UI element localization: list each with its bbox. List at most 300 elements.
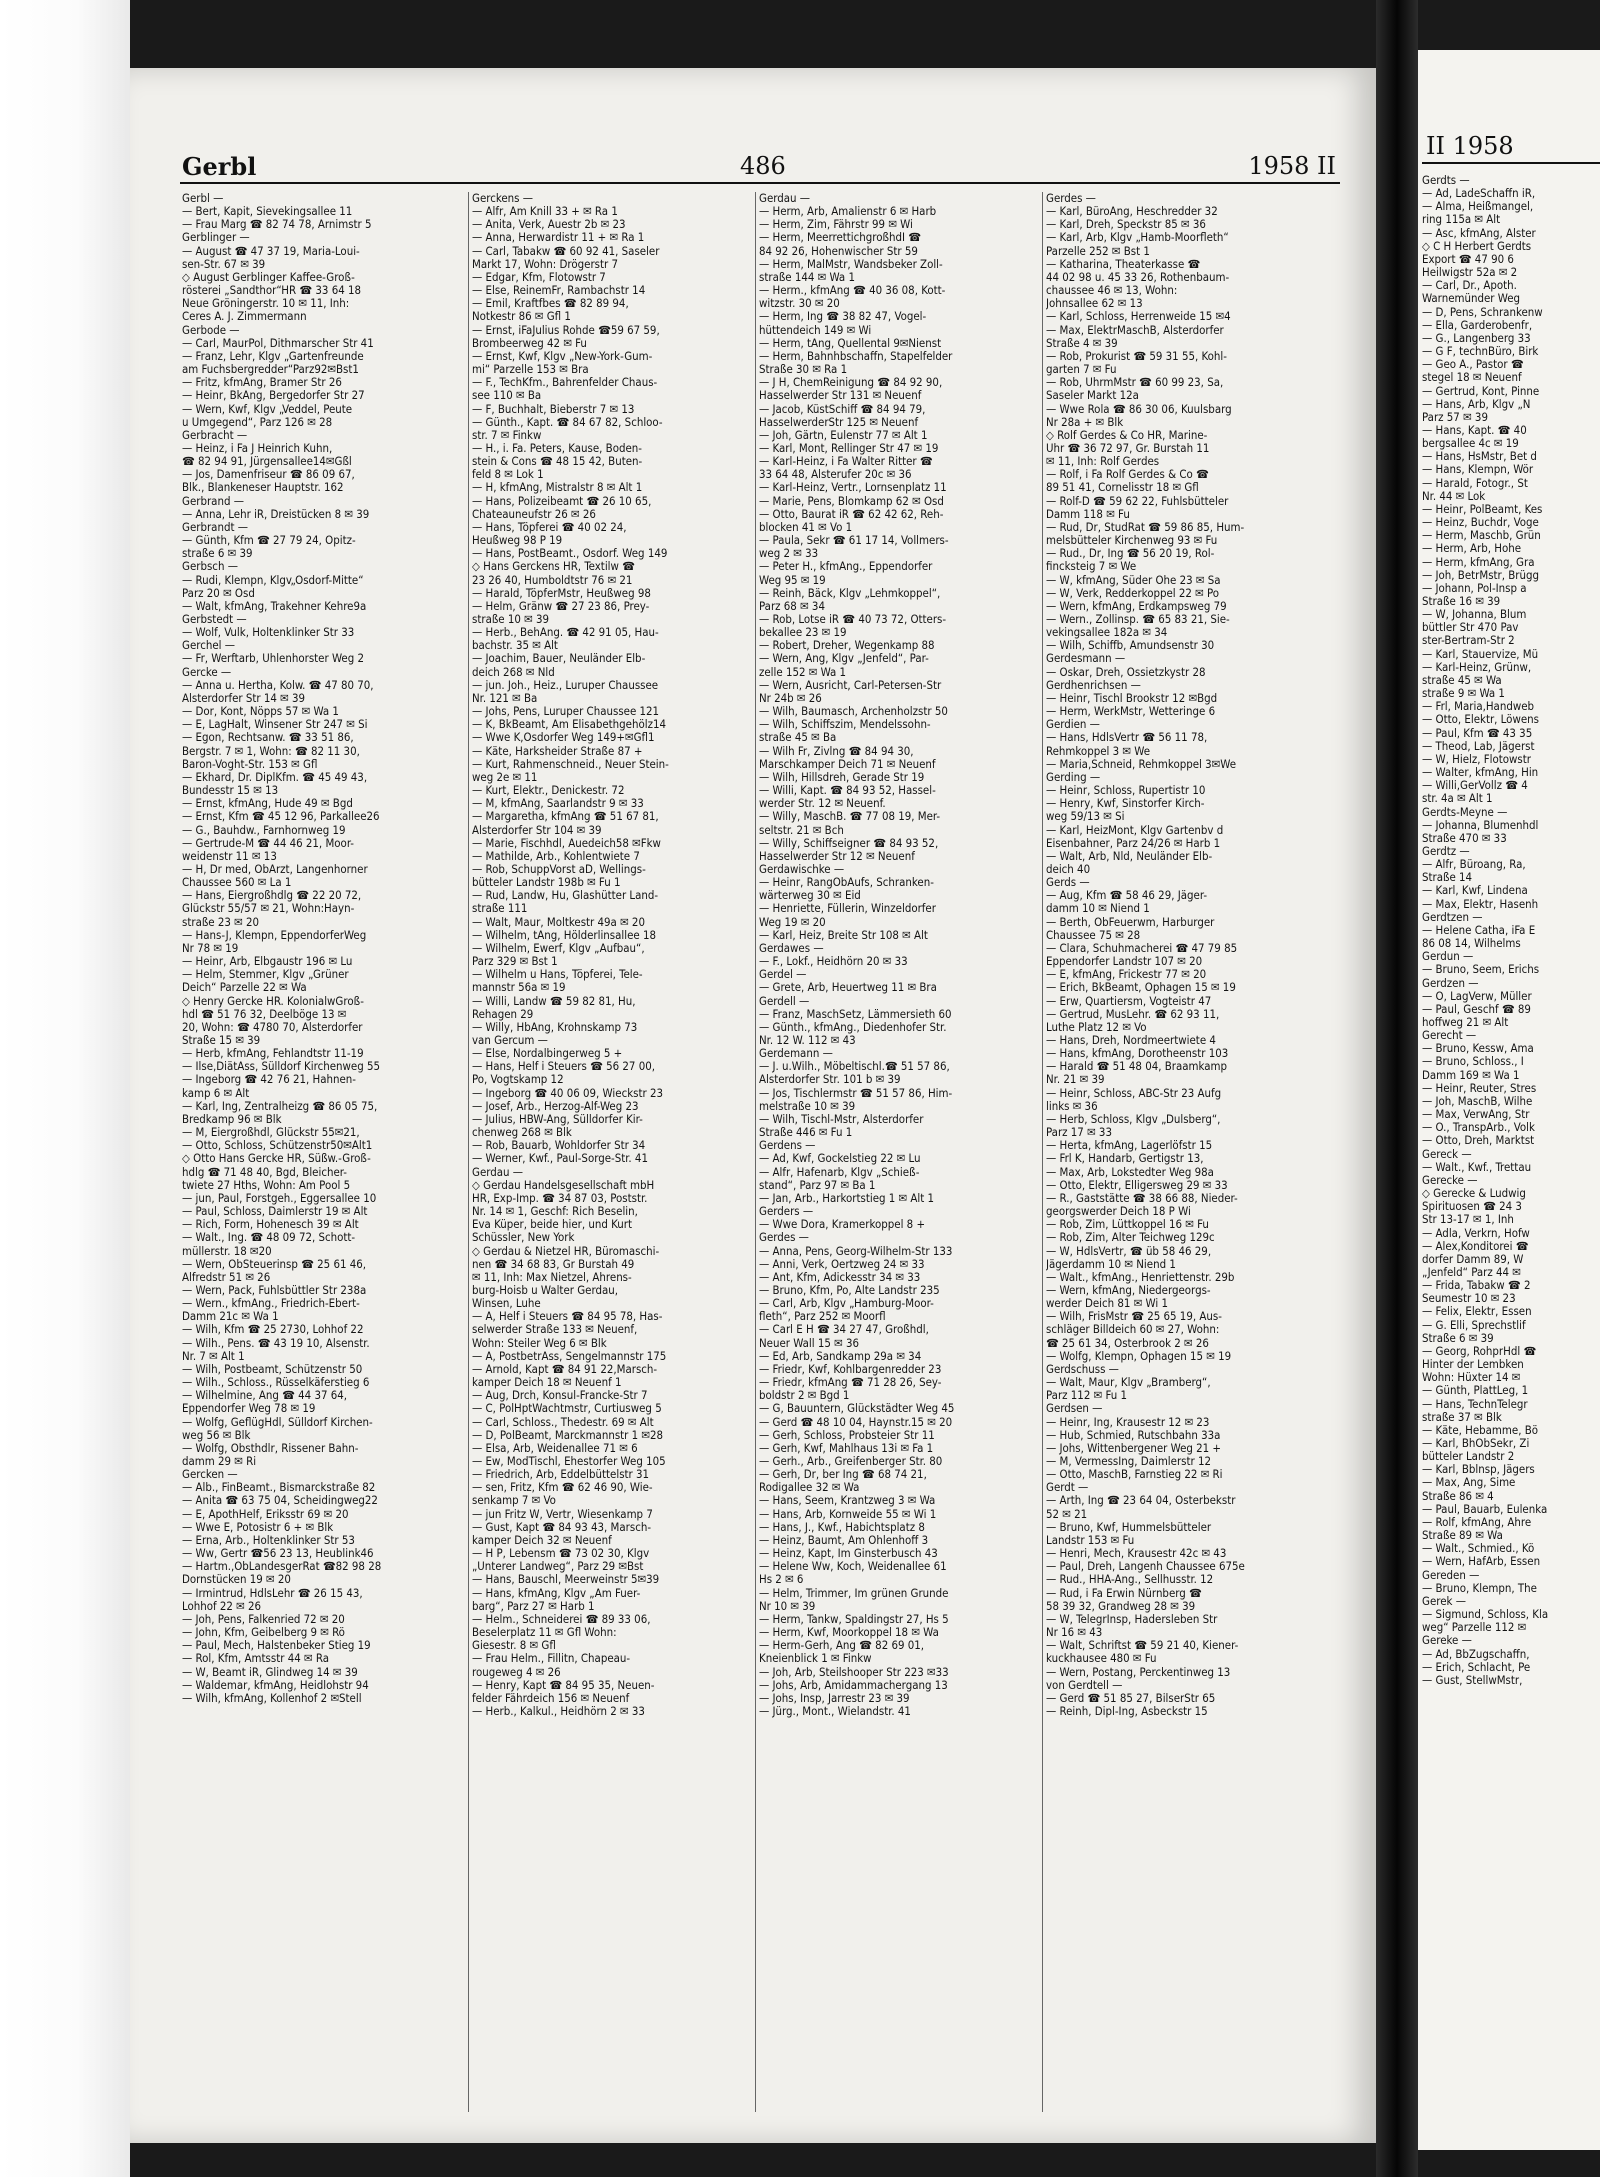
directory-entry-line: — Rud, i Fa Erwin Nürnberg ☎ [1046,1586,1202,1600]
directory-entry-line: Gerdell — [759,994,810,1008]
directory-entry-line: — Wern., Zollinsp. ☎ 65 83 21, Sie- [1046,613,1230,626]
directory-entry-line: — M, VermessIng, Daimlerstr 12 [1046,1455,1212,1468]
directory-entry-line: Gerchel — [182,639,235,653]
directory-entry-line: — H, Dr med, ObArzt, Langenhorner [182,862,368,876]
directory-entry-line: — Wilh, Schiffb, Amundsenstr 30 [1046,639,1215,653]
directory-entry-line: ◇ Gerecke & Ludwig [1422,1187,1526,1201]
directory-entry-line: hoffweg 21 ✉ Alt [1422,1016,1509,1029]
directory-entry-line: — Heinr, Ing, Krausestr 12 ✉ 23 [1046,1415,1210,1429]
directory-entry-line: Gerdawischke — [759,862,845,876]
directory-entry-line: — Herm, Zim, Fährstr 99 ✉ Wi [759,218,913,232]
directory-entry-line: Gerdzen — [1422,976,1479,990]
directory-entry-line: Nr. 44 ✉ Lok [1422,489,1486,503]
directory-entry-line: straße 45 ✉ Wa [1422,673,1502,687]
directory-entry-line: — Willy, Schiffseigner ☎ 84 93 52, [759,836,939,850]
directory-entry-line: — Erw, Quartiersm, Vogteistr 47 [1046,994,1212,1008]
directory-entry-line: — Julius, HBW-Ang, Sülldorfer Kir- [472,1112,643,1126]
directory-entry-line: weidenstr 11 ✉ 13 [182,849,277,863]
directory-entry-line: — sen, Fritz, Kfm ☎ 62 46 90, Wie- [472,1481,653,1495]
directory-entry-line: — Erich, Schlacht, Pe [1422,1660,1531,1674]
directory-entry-line: — Wern, kfmAng, Erdkampsweg 79 [1046,599,1227,613]
directory-entry-line: ring 115a ✉ Alt [1422,213,1501,227]
directory-entry-line: — Willy, MaschB. ☎ 77 08 19, Mer- [759,810,941,824]
directory-entry-line: Gerbrand — [182,494,244,508]
directory-entry-line: ◇ Otto Hans Gercke HR, Süßw.-Groß- [182,1152,371,1166]
directory-entry-line: — Karl, Ing, Zentralheizg ☎ 86 05 75, [182,1099,378,1113]
directory-entry-line: — Asc, kfmAng, Alster [1422,226,1536,240]
directory-entry-line: — G F, technBüro, Birk [1422,345,1539,359]
directory-entry-line: — W, HdlsVertr, ☎ üb 58 46 29, [1046,1244,1212,1258]
directory-entry-line: Alsterdorfer Str 104 ✉ 39 [472,823,602,837]
directory-entry-line: — Wilh, Hillsdreh, Gerade Str 19 [759,770,925,784]
directory-entry-line: — Walt., Schmied., Kö [1422,1542,1535,1556]
directory-entry-line: — Gerd ☎ 51 85 27, BilserStr 65 [1046,1691,1216,1705]
directory-entry-line: nen ☎ 34 68 83, Gr Burstah 49 [472,1257,635,1271]
directory-entry-line: — Wwe E, Potosistr 6 + ✉ Blk [182,1520,334,1534]
directory-entry-line: Baron-Voght-Str. 153 ✉ Gfl [182,757,318,771]
directory-entry-line: damm 29 ✉ Ri [182,1455,257,1468]
directory-entry-line: — Paul, Schloss, Daimlerstr 19 ✉ Alt [182,1205,368,1219]
directory-entry-line: — Gerh., Arb., Greifenberger Str. 80 [759,1455,943,1468]
directory-entry-line: — Ed, Arb, Sandkamp 29a ✉ 34 [759,1349,922,1363]
directory-entry-line: Bergstr. 7 ✉ 1, Wohn: ☎ 82 11 30, [182,744,360,758]
directory-entry-line: — F, Buchhalt, Bieberstr 7 ✉ 13 [472,402,635,416]
directory-entry-line: chaussee 46 ✉ 13, Wohn: [1046,284,1178,298]
directory-entry-line: — W, Verk, Redderkoppel 22 ✉ Po [1046,586,1220,600]
directory-entry-line: u Umgegend“, Parz 126 ✉ 28 [182,415,333,429]
directory-entry-line: — O, LagVerw, Müller [1422,989,1532,1003]
directory-entry-line: 52 ✉ 21 [1046,1507,1088,1521]
directory-entry-line: Notkestr 86 ✉ Gfl 1 [472,310,571,324]
directory-entry-line: — Karl, Kwf, Lindena [1422,884,1528,898]
directory-entry-line: Damm 169 ✉ Wa 1 [1422,1068,1520,1082]
directory-entry-line: Parz 112 ✉ Fu 1 [1046,1389,1127,1403]
directory-entry-line: Eppendorfer Weg 78 ✉ 19 [182,1402,316,1416]
directory-entry-line: — Henry, Kwf, Sinstorfer Kirch- [1046,797,1205,811]
directory-entry-line: Gerds — [1046,876,1090,890]
directory-entry-line: — Bruno, Schloss., I [1422,1055,1524,1069]
directory-entry-line: — Friedr, kfmAng ☎ 71 28 26, Sey- [759,1376,942,1390]
directory-entry-line: Rodigallee 32 ✉ Wa [759,1481,860,1495]
directory-entry-line: — Jos, Damenfriseur ☎ 86 09 67, [182,468,355,482]
directory-entry-line: — K, BkBeamt, Am Elisabethgehölz14 [472,718,667,732]
directory-entry-line: — Walt, Schriftst ☎ 59 21 40, Kiener- [1046,1639,1239,1653]
directory-entry-line: — Wilh, Tischl-Mstr, Alsterdorfer [759,1112,924,1126]
directory-entry-line: — Wilhelm, tAng, Hölderlinsallee 18 [472,928,657,942]
directory-entry-line: Weg 95 ✉ 19 [759,573,826,587]
directory-entry-line: — Herm, MeerrettichgroßhdI ☎ [759,231,921,245]
directory-entry-line: — Rob, Lotse iR ☎ 40 73 72, Otters- [759,613,947,626]
directory-entry-line: Parz 20 ✉ Osd [182,586,255,600]
directory-entry-line: — Hans, Kapt. ☎ 40 [1422,423,1527,437]
directory-entry-line: — Aug, Drch, Konsul-Francke-Str 7 [472,1389,648,1403]
directory-entry-line: stein & Cons ☎ 48 15 42, Buten- [472,455,643,469]
directory-entry-line: — Gerh, Schloss, Probsteier Str 11 [759,1428,935,1442]
directory-entry-line: rougeweg 4 ✉ 26 [472,1665,561,1679]
directory-entry-line: — Herm, WerkMstr, Wetteringe 6 [1046,705,1216,719]
directory-entry-line: — Erich, BkBeamt, Ophagen 15 ✉ 19 [1046,981,1236,995]
directory-entry-line: — E, ApothHelf, Eriksstr 69 ✉ 20 [182,1507,349,1521]
directory-entry-line: Straße 446 ✉ Fu 1 [759,1126,853,1140]
directory-entry-line: — Karl, Stauervize, Mü [1422,647,1539,661]
directory-entry-line: straße 23 ✉ 20 [182,915,260,929]
directory-entry-line: Landstr 153 ✉ Fu [1046,1533,1135,1547]
directory-entry-line: von Gerdtell — [1046,1678,1123,1692]
directory-entry-line: — Hans, Seem, Krantzweg 3 ✉ Wa [759,1494,936,1508]
directory-entry-line: — Hans, Helf i Steuers ☎ 56 27 00, [472,1060,655,1074]
next-page-column [1422,174,1600,2074]
directory-entry-line: — Gerd ☎ 48 10 04, Haynstr.15 ✉ 20 [759,1415,953,1429]
directory-entry-line: — Wern, Postang, Perckentinweg 13 [1046,1665,1231,1679]
directory-entry-line: — E, kfmAng, Frickestr 77 ✉ 20 [1046,968,1207,982]
directory-entry-line: — jun, Paul, Forstgeh., Eggersallee 10 [182,1191,377,1205]
directory-entry-line: mannstr 56a ✉ 19 [472,981,566,995]
directory-entry-line: — Wolfg, GeflügHdl, Sülldorf Kirchen- [182,1415,373,1429]
directory-entry-line: — Paul, Mech, Halstenbeker Stieg 19 [182,1639,371,1653]
directory-entry-line: — Joh, Pens, Falkenried 72 ✉ 20 [182,1612,345,1626]
directory-entry-line: Straße 470 ✉ 33 [1422,831,1507,845]
directory-entry-line: — Franz, MaschSetz, Lämmersieth 60 [759,1007,952,1021]
directory-entry-line: werder Deich 81 ✉ Wi 1 [1046,1297,1169,1311]
directory-entry-line: Nr. 7 ✉ Alt 1 [182,1349,245,1363]
directory-entry-line: — Theod, Lab, Jägerst [1422,739,1535,753]
directory-entry-line: — Bruno, Klempn, The [1422,1581,1537,1595]
directory-entry-line: — Hans, Arb, Kornweide 55 ✉ Wi 1 [759,1507,937,1521]
directory-entry-line: — Grete, Arb, Heuertweg 11 ✉ Bra [759,981,937,995]
directory-entry-line: Gerdemann — [759,1047,833,1061]
directory-entry-line: — Hans, Arb, Klgv „N [1422,397,1531,411]
directory-entry-line: Gerdtz — [1422,844,1470,858]
directory-entry-line: — Walt, Maur, Moltkestr 49a ✉ 20 [472,915,645,929]
directory-entry-line: weg 59/13 ✉ Si [1046,810,1125,824]
directory-entry-line: — Jacob, KüstSchiff ☎ 84 94 79, [759,402,926,416]
directory-entry-line: Gerdesmann — [1046,652,1126,666]
directory-entry-line: — Günth., kfmAng., Diedenhofer Str. [759,1020,947,1034]
directory-entry-line: Ceres A. J. Zimmermann [182,310,307,324]
directory-entry-line: Gerdhenrichsen — [1046,678,1141,692]
directory-entry-line: — Kurt, Rahmenschneid., Neuer Stein- [472,757,669,771]
directory-entry-line: Bundesstr 15 ✉ 13 [182,784,279,798]
directory-entry-line: — Ingeborg ☎ 42 76 21, Hahnen- [182,1073,357,1087]
directory-entry-line: selwerder Straße 133 ✉ Neuenf, [472,1323,638,1337]
directory-entry-line: — Geo A., Pastor ☎ [1422,358,1524,372]
directory-entry-line: — Marie, Fischhdl, Auedeich58 ✉Fkw [472,836,661,850]
directory-entry-line: Hinter der Lembken [1422,1358,1524,1372]
directory-entry-line: — Rob, Zim, Lüttkoppel 16 ✉ Fu [1046,1218,1209,1232]
next-page-edge [1418,50,1600,2150]
directory-entry-line: — Fritz, kfmAng, Bramer Str 26 [182,376,342,390]
directory-entry-line: — Hans, Töpferei ☎ 40 02 24, [472,520,627,534]
directory-entry-line: Gerdt — [1046,1481,1089,1495]
directory-entry-line: Heilwigstr 52a ✉ 2 [1422,266,1518,280]
directory-entry-line: — Helm, Stemmer, Klgv „Grüner [182,968,349,982]
directory-entry-line: — Herm, Ing ☎ 38 82 47, Vogel- [759,310,927,324]
directory-entry-line: — Rud, Dr, StudRat ☎ 59 86 85, Hum- [1046,520,1245,534]
directory-entry-line: — Helene Ww, Koch, Weidenallee 61 [759,1560,947,1574]
directory-entry-line: — Frida, Tabakw ☎ 2 [1422,1279,1531,1293]
directory-entry-line: stand“, Parz 97 ✉ Ba 1 [759,1178,876,1192]
directory-entry-line: straße 45 ✉ Ba [759,731,837,745]
directory-entry-line: — Max, Ang, Sime [1422,1476,1516,1490]
directory-entry-line: — Karl-Heinz, Vertr., Lornsenplatz 11 [759,481,947,495]
directory-entry-line: Marschkamper Deich 71 ✉ Neuenf [759,757,936,771]
directory-entry-line: — Ella, Garderobenfr, [1422,318,1533,332]
directory-entry-line: — Wern, HafArb, Essen [1422,1555,1541,1569]
directory-entry-line: hüttendeich 149 ✉ Wi [759,323,872,337]
directory-entry-line: — J. u.Wilh., Möbeltischl.☎ 51 57 86, [759,1060,950,1074]
directory-entry-line: Gerdts-Meyne — [1422,805,1508,819]
directory-entry-line: — Ernst, Kfm ☎ 45 12 96, Parkallee26 [182,810,380,824]
directory-entry-line: georgswerder Deich 18 P Wi [1046,1205,1191,1219]
directory-entry-line: — Rob, Bauarb, Wohldorfer Str 34 [472,1139,646,1153]
directory-entry-line: — Walt, Maur, Klgv „Bramberg“, [1046,1376,1211,1390]
directory-entry-line: rösterei „Sandthor“HR ☎ 33 64 18 [182,284,362,298]
directory-entry-line: — Karl-Heinz, Grünw, [1422,660,1532,674]
directory-entry-line: HasselwerderStr 125 ✉ Neuenf [759,415,919,429]
directory-entry-line: seltstr. 21 ✉ Bch [759,823,844,837]
directory-entry-line: — Edgar, Kfm, Flotowstr 7 [472,270,606,284]
directory-entry-line: hdlg ☎ 71 48 40, Bgd, Bleicher- [182,1165,347,1179]
directory-entry-line: — Gust, Kapt ☎ 84 93 43, Marsch- [472,1520,652,1534]
directory-entry-line: — Hub, Schmied, Rutschbahn 33a [1046,1428,1221,1442]
directory-entry-line: van Gercum — [472,1034,548,1047]
directory-entry-line: — Berth, ObFeuerwm, Harburger [1046,915,1215,929]
directory-entry-line: — Paul, Bauarb, Eulenka [1422,1502,1548,1516]
directory-entry-line: vekingsallee 182a ✉ 34 [1046,626,1168,640]
page-number: 486 [740,152,786,180]
directory-entry-line: Gerbstedt — [182,613,247,626]
directory-entry-line: Gerdsen — [1046,1402,1103,1416]
directory-entry-line: ◇ Henry Gercke HR. KolonialwGroß- [182,994,364,1008]
directory-entry-line: Nr 24b ✉ 26 [759,691,822,705]
directory-entry-line: Parz 57 ✉ 39 [1422,410,1488,424]
directory-entry-line: — Egon, Rechtsanw. ☎ 33 51 86, [182,731,354,745]
directory-entry-line: links ✉ 36 [1046,1099,1098,1113]
directory-entry-line: — Rolf-D ☎ 59 62 22, Fuhlsbütteler [1046,494,1229,508]
directory-entry-line: — Sigmund, Schloss, Kla [1422,1608,1549,1622]
directory-entry-line: Gerbracht — [182,428,248,442]
directory-entry-line: — Walt, kfmAng, Trakehner Kehre9a [182,599,367,613]
directory-entry-line: — Ad, LadeSchaffn iR, [1422,187,1536,201]
directory-entry-line: Alsterdorfer Str 14 ✉ 39 [182,691,306,705]
directory-entry-line: — jun Fritz W, Vertr, Wiesenkamp 7 [472,1507,653,1521]
directory-entry-line: Gerdschuss — [1046,1362,1119,1376]
directory-entry-line: — Heinr, PolBeamt, Kes [1422,502,1543,516]
directory-entry-line: — Herm, Tankw, Spaldingstr 27, Hs 5 [759,1612,949,1626]
directory-entry-line: — Carl, Arb, Klgv „Hamburg-Moor- [759,1297,934,1311]
directory-entry-line: — John, Kfm, Geibelberg 9 ✉ Rö [182,1626,345,1640]
directory-entry-line: — Helm, Trimmer, Im grünen Grunde [759,1586,949,1600]
page-header-year: 1958 II [1248,152,1336,180]
directory-entry-line: — Jürg., Mont., Wielandstr. 41 [759,1704,911,1718]
directory-entry-line: — Wern, Ausricht, Carl-Petersen-Str [759,678,942,692]
directory-entry-line: — Heinr, BkAng, Bergedorfer Str 27 [182,389,365,403]
directory-entry-line: Brombeerweg 42 ✉ Fu [472,336,587,350]
directory-entry-line: ✉ 11, Inh: Rolf Gerdes [1046,455,1160,469]
directory-entry-line: — Willi, Kapt. ☎ 84 93 52, Hassel- [759,784,936,798]
directory-entry-line: — Karl, BüroAng, Heschredder 32 [1046,205,1218,219]
directory-entry-line: — Herm-Gerh, Ang ☎ 82 69 01, [759,1639,925,1653]
directory-entry-line: — Alma, Heißmangel, [1422,200,1534,214]
directory-entry-line: blocken 41 ✉ Vo 1 [759,520,853,534]
directory-entry-line: — Henry, Kapt ☎ 84 95 35, Neuen- [472,1678,655,1692]
directory-entry-line: — Clara, Schuhmacherei ☎ 47 79 85 [1046,941,1238,955]
directory-entry-line: — Anita ☎ 63 75 04, Scheidingweg22 [182,1494,378,1508]
directory-entry-line: — Paul, Dreh, Langenh Chaussee 675e [1046,1560,1245,1574]
directory-entry-line: Gerdts — [1422,174,1470,187]
directory-entry-line: — Rud., Dr, Ing ☎ 56 20 19, Rol- [1046,547,1215,561]
column-3 [755,192,1035,2112]
directory-entry-line: — Johs, Wittenbergener Weg 21 + [1046,1441,1222,1455]
directory-entry-line: Gerdes — [759,1231,809,1245]
directory-entry-line: Gerdau — [759,192,811,205]
directory-entry-line: melstraße 10 ✉ 39 [759,1099,856,1113]
directory-entry-line: kuckhausee 480 ✉ Fu [1046,1652,1157,1666]
directory-entry-line: — Alex,Konditorei ☎ [1422,1239,1529,1253]
directory-entry-line: — Paul, Kfm ☎ 43 35 [1422,726,1533,740]
directory-entry-line: „Unterer Landweg“, Parz 29 ✉Bst [472,1560,644,1574]
directory-entry-line: — Karl, Mont, Rellinger Str 47 ✉ 19 [759,441,939,455]
directory-entry-line: — Rud, Landw, Hu, Glashütter Land- [472,889,659,903]
directory-entry-line: melsbütteler Kirchenweg 93 ✉ Fu [1046,534,1218,548]
directory-entry-line: — Otto, Schloss, Schützenstr50✉Alt1 [182,1139,373,1153]
directory-entry-line: boldstr 2 ✉ Bgd 1 [759,1389,850,1403]
directory-entry-line: — Heinr, Reuter, Stres [1422,1081,1537,1095]
directory-entry-line: schläger Billdeich 60 ✉ 27, Wohn: [1046,1323,1220,1337]
directory-entry-line: ◇ August Gerblinger Kaffee-Groß- [182,270,355,284]
directory-entry-line: Gerdun — [1422,950,1474,964]
directory-entry-line: — Henriette, Füllerin, Winzeldorfer [759,902,936,916]
directory-entry-line: — Wern, Kwf, Klgv „Veddel, Peute [182,402,353,416]
directory-entry-line: — Willy, HbAng, Krohnskamp 73 [472,1020,638,1034]
directory-entry-line: Gereck — [1422,1147,1472,1161]
directory-entry-line: Nr. 121 ✉ Ba [472,691,538,705]
directory-entry-line: burg-Hoisb u Walter Gerdau, [472,1283,619,1297]
directory-entry-line: — H P, Lebensm ☎ 73 02 30, Klgv [472,1547,650,1561]
directory-entry-line: witzstr. 30 ✉ 20 [759,297,840,311]
directory-entry-line: — Heinz, i Fa J Heinrich Kuhn, [182,441,333,455]
directory-entry-line: — Otto, Dreh, Marktst [1422,1134,1535,1148]
directory-entry-line: — Gertrude-M ☎ 44 46 21, Moor- [182,836,354,850]
directory-entry-line: — Walt, Arb, Nld, Neuländer Elb- [1046,849,1213,863]
directory-entry-line: — Herm, Arb, Hohe [1422,542,1522,556]
directory-entry-line: — Ant, Kfm, Adickesstr 34 ✉ 33 [759,1270,921,1284]
directory-entry-line: — Friedrich, Arb, Eddelbüttelstr 31 [472,1468,650,1482]
directory-entry-line: — Kurt, Elektr., Denickestr. 72 [472,784,625,798]
directory-entry-line: 89 51 41, Cornelisstr 18 ✉ Gfl [1046,481,1199,495]
directory-entry-line: Luthe Platz 12 ✉ Vo [1046,1020,1147,1034]
directory-entry-line: — Gerh, Kwf, Mahlhaus 13i ✉ Fa 1 [759,1441,934,1455]
directory-entry-line: weg 2e ✉ 11 [472,770,538,784]
directory-entry-line: garten 7 ✉ Fu [1046,363,1117,377]
directory-entry-line: Hs 2 ✉ 6 [759,1573,804,1587]
directory-entry-line: ✉ 11, Inh: Max Nietzel, Ahrens- [472,1270,632,1284]
directory-entry-line: ◇ Rolf Gerdes & Co HR, Marine- [1046,428,1208,442]
directory-entry-line: — Rob, UhrmMstr ☎ 60 99 23, Sa, [1046,376,1224,390]
directory-entry-line: — Helm, Gränw ☎ 27 23 86, Prey- [472,599,650,613]
directory-entry-line: Neue Gröningerstr. 10 ✉ 11, Inh: [182,297,350,311]
directory-entry-line: — Emil, Kraftfbes ☎ 82 89 94, [472,297,629,311]
directory-entry-line: — Aug, Kfm ☎ 58 46 29, Jäger- [1046,889,1208,903]
directory-entry-line: — Karl, Dreh, Speckstr 85 ✉ 36 [1046,218,1206,232]
directory-entry-line: Gereke — [1422,1634,1472,1648]
directory-entry-line: Jägerdamm 10 ✉ Niend 1 [1046,1257,1176,1271]
directory-entry-line: — Wilh, Schiffszim, Mendelssohn- [759,718,931,732]
directory-entry-line: — Herb, Schloss, Klgv „Dulsberg“, [1046,1112,1221,1126]
directory-entry-line: ☎ 25 61 34, Osterbrook 2 ✉ 26 [1046,1336,1209,1350]
directory-entry-line: — Josef, Arb., Herzog-Alf-Weg 23 [472,1099,639,1113]
directory-entry-line: Gerdawes — [759,941,824,955]
directory-entry-line: — Max, Elektr, Hasenh [1422,897,1539,911]
directory-entry-line: — Gertrud, MusLehr. ☎ 62 93 11, [1046,1007,1220,1021]
directory-entry-line: — Max, Arb, Lokstedter Weg 98a [1046,1165,1214,1179]
directory-entry-line: — Anna, Lehr iR, Dreistücken 8 ✉ 39 [182,507,370,521]
directory-entry-line: Nr. 12 W. 112 ✉ 43 [759,1034,856,1047]
directory-entry-line: Gerders — [759,1205,814,1219]
directory-entry-line: zelle 152 ✉ Wa 1 [759,665,847,679]
directory-entry-line: — H, kfmAng, Mistralstr 8 ✉ Alt 1 [472,481,643,495]
directory-entry-line: Gerdtzen — [1422,910,1483,924]
directory-entry-line: — Rud., HHA-Ang., Sellhusstr. 12 [1046,1573,1214,1587]
directory-entry-line: — Johanna, Blumenhdl [1422,818,1539,832]
directory-entry-line: — Frau Helm., Fillitn, Chapeau- [472,1652,631,1666]
directory-entry-line: twiete 27 Hths, Wohn: Am Pool 5 [182,1178,351,1192]
directory-entry-line: — Anita, Verk, Auestr 2b ✉ 23 [472,218,626,232]
directory-entry-line: — Anna, Pens, Georg-Wilhelm-Str 133 [759,1244,953,1258]
directory-entry-line: — Adla, Verkrn, Hofw [1422,1226,1530,1240]
directory-entry-line: — Heinr, Arb, Elbgaustr 196 ✉ Lu [182,955,353,969]
directory-entry-line: — Ingeborg ☎ 40 06 09, Wieckstr 23 [472,1086,663,1100]
directory-entry-line: — Ew, ModTischl, Ehestorfer Weg 105 [472,1455,666,1468]
directory-entry-line: Gerckens — [472,192,534,205]
directory-entry-line: — Bruno, Kessw, Ama [1422,1042,1534,1056]
directory-entry-line: — D, PolBeamt, Marckmannstr 1 ✉28 [472,1428,664,1442]
directory-entry-line: — Hans, Polizeibeamt ☎ 26 10 65, [472,494,652,508]
directory-entry-line: — Friedr, Kwf, Kohlbargenredder 23 [759,1362,942,1376]
directory-entry-line: — Rob, Prokurist ☎ 59 31 55, Kohl- [1046,349,1227,363]
directory-entry-line: Nr. 21 ✉ 39 [1046,1073,1105,1087]
directory-entry-line: — Alfr, Am Knill 33 + ✉ Ra 1 [472,205,618,219]
directory-entry-line: kamper Deich 32 ✉ Neuenf [472,1533,612,1547]
directory-entry-line: Gerdien — [1046,718,1100,732]
directory-entry-line: — Arth, Ing ☎ 23 64 04, Osterbekstr [1046,1494,1236,1508]
directory-entry-line: — Robert, Dreher, Wegenkamp 88 [759,639,935,653]
directory-entry-line: Eisenbahner, Parz 24/26 ✉ Harb 1 [1046,836,1221,850]
directory-entry-line: — Ernst, kfmAng, Hude 49 ✉ Bgd [182,797,353,811]
directory-entry-line: — Joh, Gärtn, Eulenstr 77 ✉ Alt 1 [759,428,928,442]
directory-entry-line: — Karl, Schloss, Herrenweide 15 ✉4 [1046,310,1231,324]
directory-entry-line: Gerdel — [759,968,807,982]
directory-entry-line: Giesestr. 8 ✉ Gfl [472,1639,556,1653]
directory-entry-line: — Otto, Baurat iR ☎ 62 42 62, Reh- [759,507,944,521]
directory-entry-line: — Rob, Zim, Alter Teichweg 129c [1046,1231,1215,1245]
directory-entry-line: — Ekhard, Dr. DiplKfm. ☎ 45 49 43, [182,770,368,784]
directory-entry-line: — Else, ReinemFr, Rambachstr 14 [472,284,646,298]
page-header [180,152,1340,184]
directory-entry-line: — W, TelegrInsp, Hadersleben Str [1046,1612,1218,1626]
directory-entry-line: Schüssler, New York [472,1231,575,1245]
directory-entry-line: 23 26 40, Humboldtstr 76 ✉ 21 [472,573,633,587]
directory-entry-line: Weg 19 ✉ 20 [759,915,826,929]
directory-entry-line: senkamp 7 ✉ Vo [472,1494,556,1508]
directory-entry-line: — Heinz, Kapt, Im Ginsterbusch 43 [759,1547,938,1561]
directory-entry-line: Gerbode — [182,323,240,337]
directory-entry-line: — Frau Marg ☎ 82 74 78, Arnimstr 5 [182,218,372,232]
directory-entry-line: deich 40 [1046,862,1091,876]
directory-entry-line: Markt 17, Wohn: Drögerstr 7 [472,257,618,271]
directory-entry-line: — Jos, Tischlermstr ☎ 51 57 86, Him- [759,1086,953,1100]
directory-entry-line: — Heinr, Schloss, ABC-Str 23 Aufg [1046,1086,1222,1100]
